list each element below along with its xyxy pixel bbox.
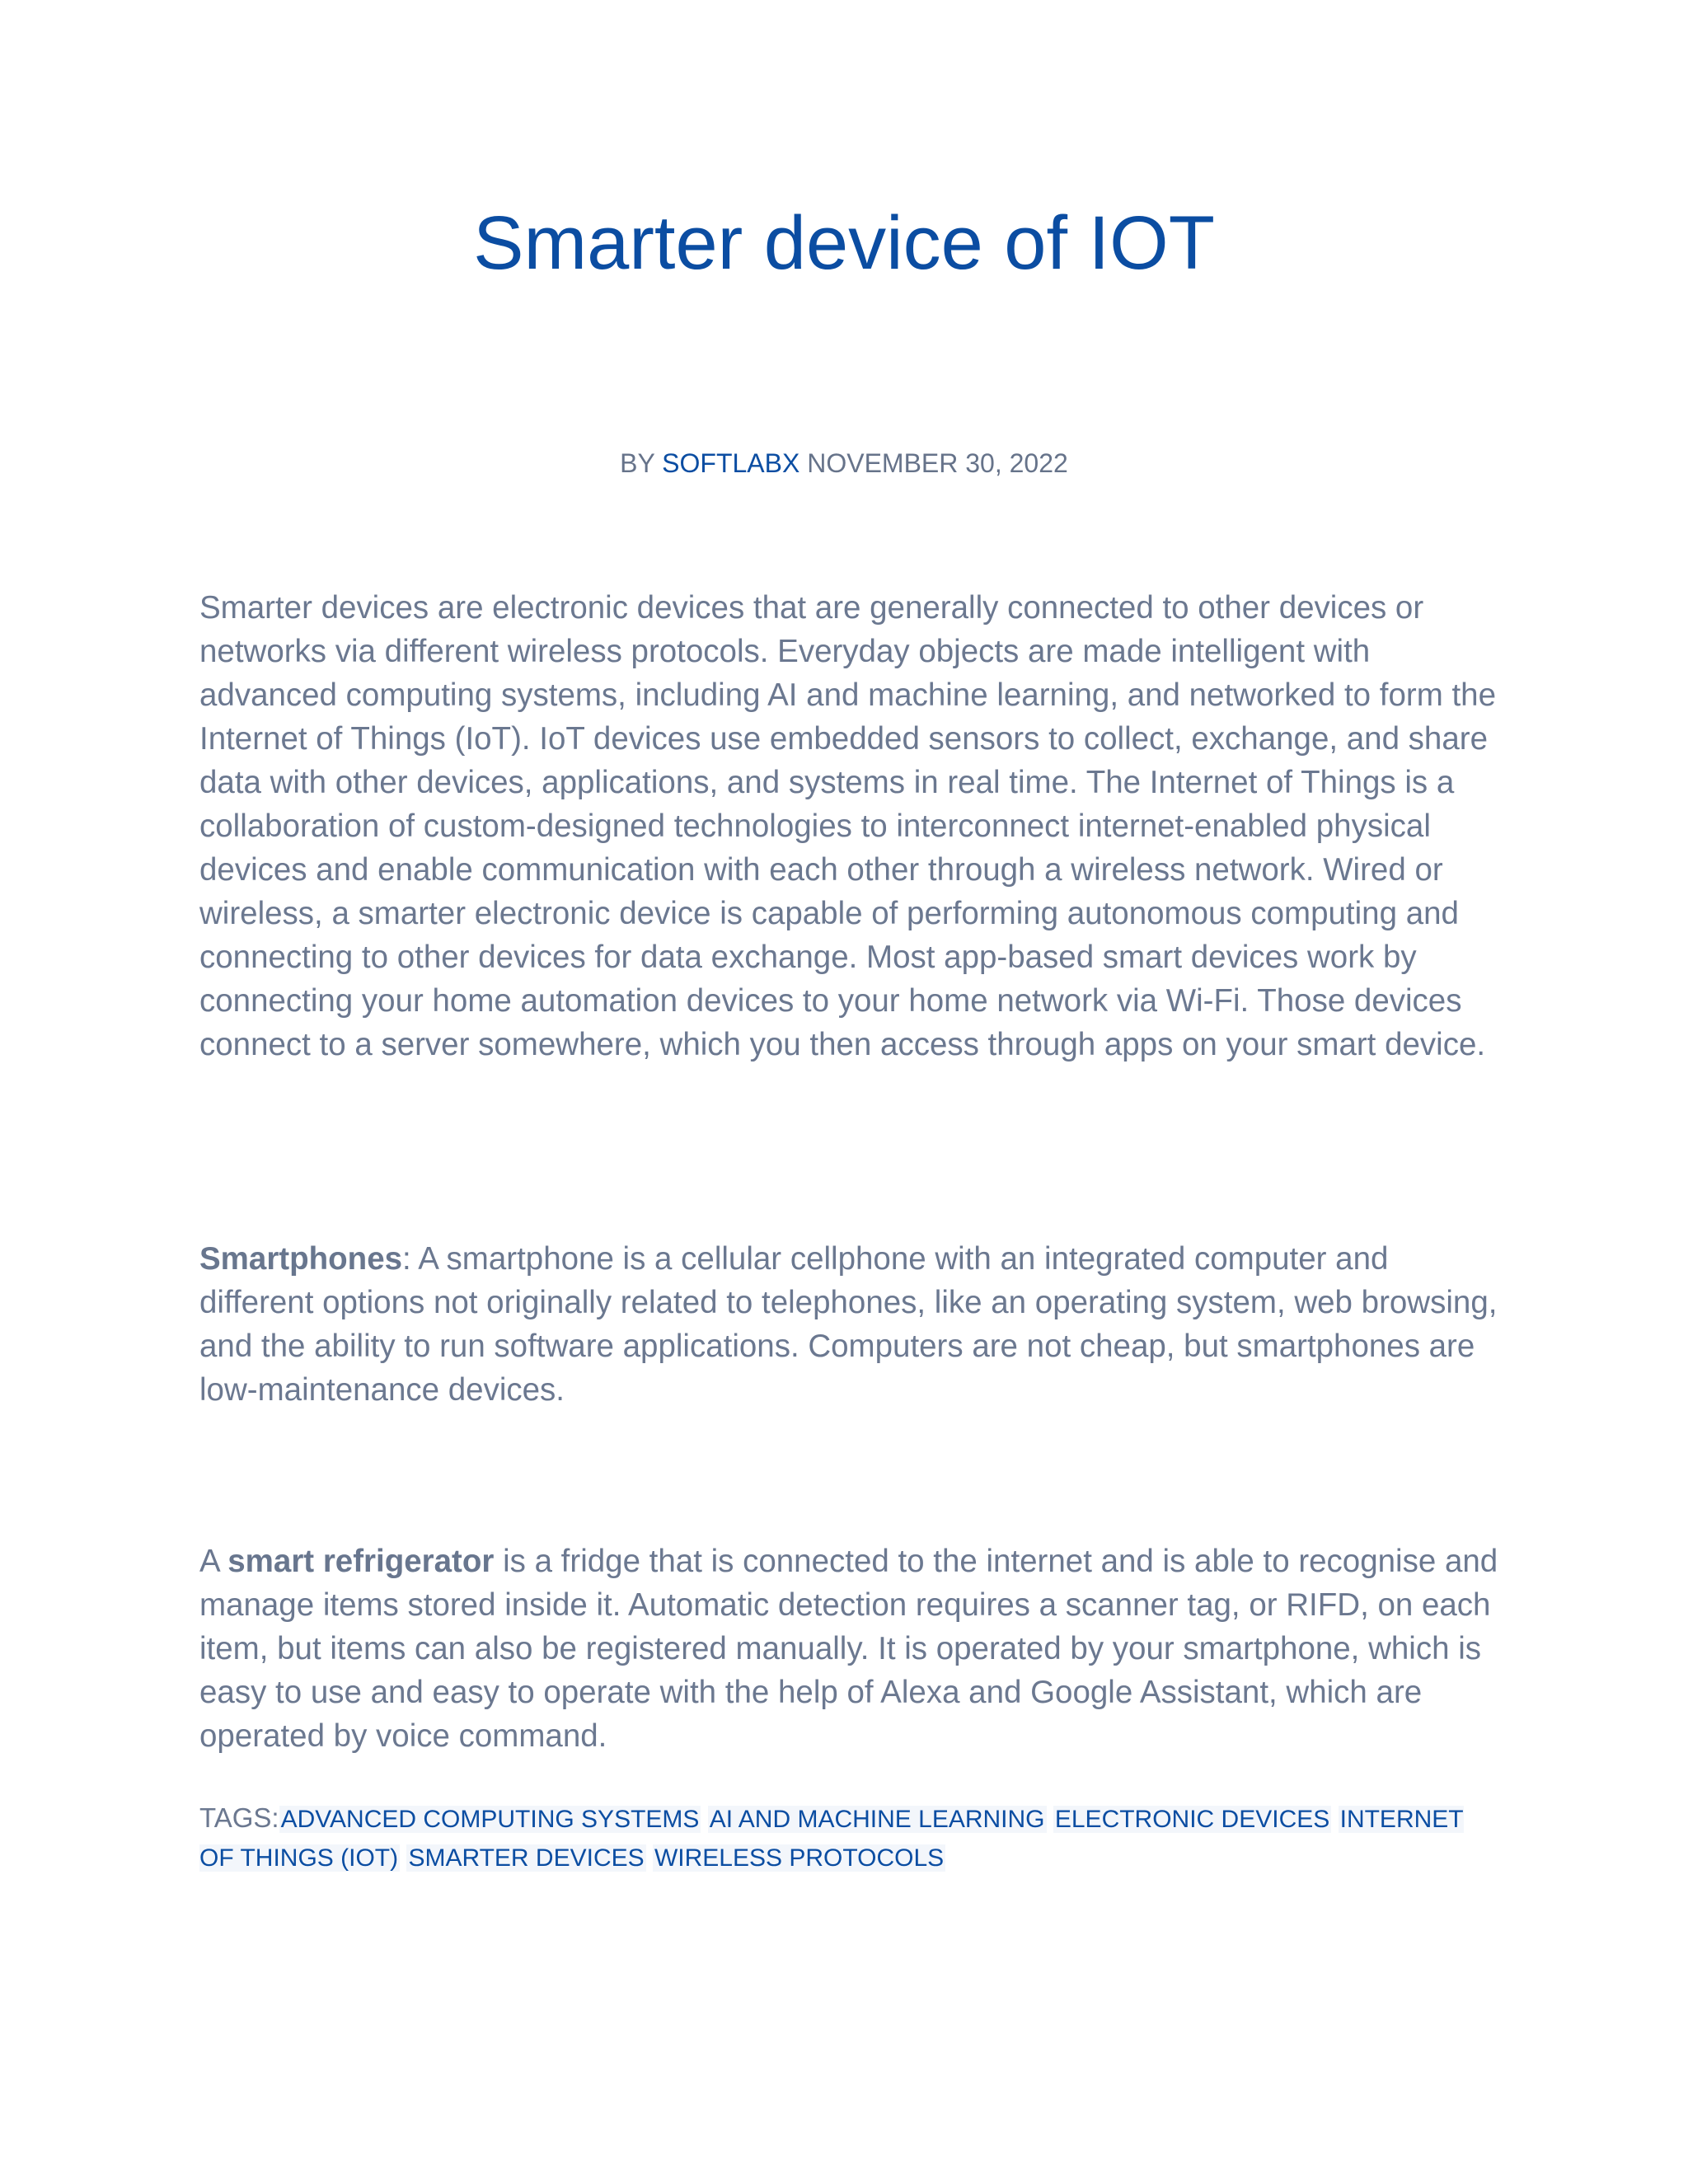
refrigerator-text: is a fridge that is connected to the internet and is able to recognise and manage items stored inside it. Automatic detection requires a scanner tag, or RIFD, on each item, but items can also be registered manually. It is operated by your smartphone, which is easy to use and easy to operate with the help of Alexa and Google Assistant, which are operated by voice command. bbox=[199, 1544, 1498, 1754]
intro-paragraph: Smarter devices are electronic devices that are generally connected to other devices or networks via different wireless protocols. Everyday objects are made intelligent with advanced computing systems, including AI and machine learning, and networked to form the Internet of Things (IoT). IoT devices use embedded sensors to collect, exchange, and share data with other devices, applications, and systems in real time. The Internet of Things is a collaboration of custom-designed technologies to interconnect internet-enabled physical devices and enable communication with each other through a wireless network. Wired or wireless, a smarter electronic device is capable of performing autonomous computing and connecting to other devices for data exchange. Most app-based smart devices work by connecting your home automation devices to your home network via Wi-Fi. Those devices connect to a server somewhere, which you then access through apps on your smart device. bbox=[199, 590, 1496, 1062]
smart-refrigerator-paragraph bbox=[199, 1540, 1502, 1758]
smartphones-text: : A smartphone is a cellular cellphone with an integrated computer and different options not originally related to telephones, like an operating system, web browsing, and the ability to run software applications. Computers are not cheap, but smartphones are low-maintenance devices. bbox=[199, 1241, 1498, 1408]
smartphones-paragraph bbox=[199, 1237, 1502, 1412]
tag-link[interactable]: WIRELESS PROTOCOLS bbox=[654, 1844, 945, 1872]
refrigerator-prefix: A bbox=[199, 1544, 228, 1579]
publish-date: NOVEMBER 30, 2022 bbox=[807, 448, 1068, 478]
byline-prefix: BY bbox=[620, 448, 655, 478]
tag-link[interactable]: INTERNET OF THINGS (IOT) bbox=[199, 1806, 1464, 1872]
tag-link[interactable]: AI AND MACHINE LEARNING bbox=[709, 1806, 1045, 1833]
smartphones-term: Smartphones bbox=[199, 1241, 403, 1277]
tag-link[interactable]: ELECTRONIC DEVICES bbox=[1054, 1806, 1330, 1833]
tags-list bbox=[199, 1798, 1493, 1877]
byline bbox=[0, 445, 1688, 481]
tag-link[interactable]: ADVANCED COMPUTING SYSTEMS bbox=[280, 1806, 700, 1833]
tags-label: TAGS: bbox=[199, 1802, 279, 1833]
tag-link[interactable]: SMARTER DEVICES bbox=[408, 1844, 645, 1872]
article-title: Smarter device of IOT bbox=[473, 201, 1215, 285]
smart-refrigerator-term: smart refrigerator bbox=[227, 1544, 495, 1579]
author-link[interactable]: SOFTLABX bbox=[662, 448, 800, 478]
